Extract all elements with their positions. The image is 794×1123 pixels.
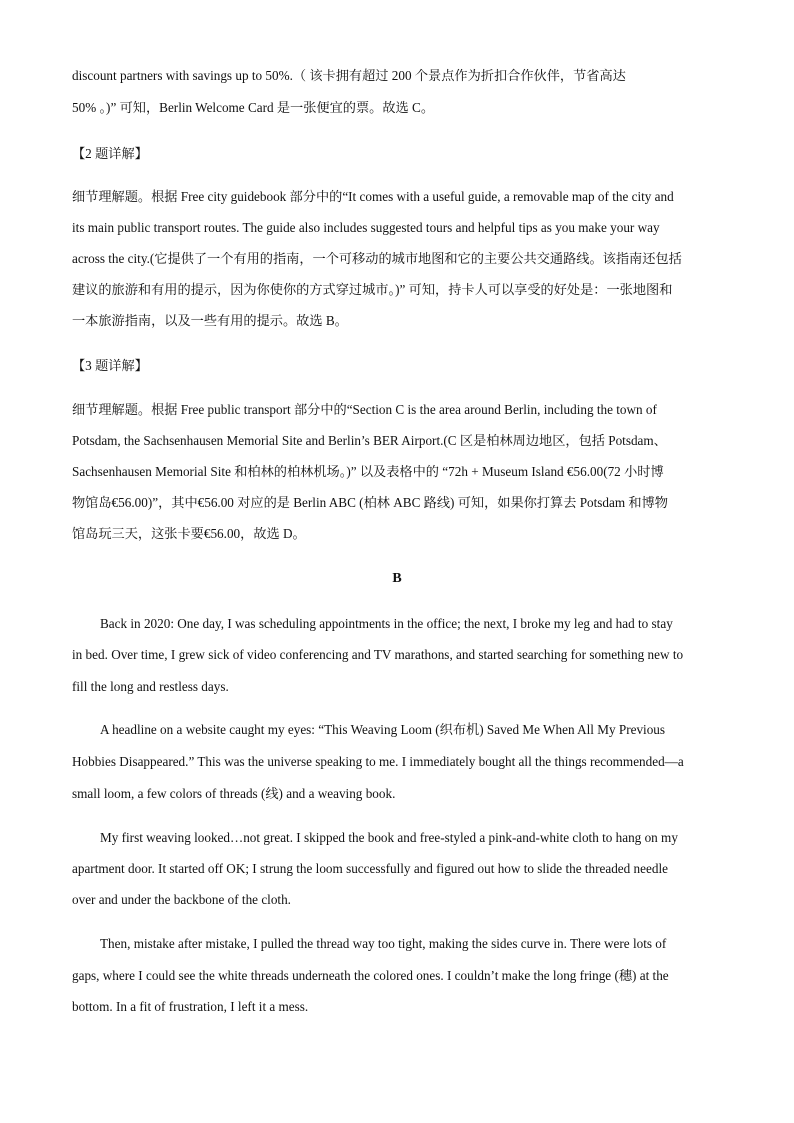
passage-p1-line-2: in bed. Over time, I grew sick of video conferencing and TV marathons, and started searching for something new to [72, 647, 684, 662]
passage-p4-line-2: gaps, where I could see the white threads underneath the colored ones. I couldn’t make the long fringe (穗) at the [72, 968, 669, 983]
passage-p3-line-1: My first weaving looked…not great. I skipped the book and free-styled a pink-and-white cloth to hang on my [100, 830, 678, 845]
section-b-label: B [392, 571, 402, 586]
q3-explanation-line-1: 细节理解题。根据 Free public transport 部分中的“Section C is the area around Berlin, including the town of [72, 402, 657, 417]
q1-explanation-line-1: discount partners with savings up to 50%.（ 该卡拥有超过 200 个景点作为折扣合作伙伴，节省高达 [72, 68, 626, 83]
q3-explanation-line-2: Potsdam, the Sachsenhausen Memorial Site and Berlin’s BER Airport.(C 区是柏林周边地区，包括 Potsdam、 [72, 433, 667, 448]
passage-p1-line-3: fill the long and restless days. [72, 679, 229, 694]
q3-explanation-line-5: 馆岛玩三天，这张卡要€56.00，故选 D。 [72, 526, 306, 541]
passage-p2-line-2: Hobbies Disappeared.” This was the universe speaking to me. I immediately bought all the things recommended—a [72, 754, 684, 769]
q3-explanation-line-4: 物馆岛€56.00)”，其中€56.00 对应的是 Berlin ABC (柏林 ABC 路线) 可知，如果你打算去 Potsdam 和博物 [72, 495, 668, 510]
q3-explanation-line-3: Sachsenhausen Memorial Site 和柏林的柏林机场。)” 以及表格中的 “72h + Museum Island €56.00(72 小时博 [72, 464, 664, 479]
q2-explanation-line-4: 建议的旅游和有用的提示，因为你使你的方式穿过城市。)” 可知，持卡人可以享受的好处是：一张地图和 [72, 282, 673, 297]
passage-p3-line-2: apartment door. It started off OK; I strung the loom successfully and figured out how to slide the threaded needle [72, 861, 668, 876]
q2-explanation-line-5: 一本旅游指南，以及一些有用的提示。故选 B。 [72, 313, 348, 328]
q3-heading: 【3 题详解】 [72, 358, 148, 373]
passage-p4-line-1: Then, mistake after mistake, I pulled the thread way too tight, making the sides curve in. There were lots of [100, 936, 667, 951]
passage-p1-line-1: Back in 2020: One day, I was scheduling appointments in the office; the next, I broke my leg and had to stay [100, 616, 673, 631]
q1-explanation-line-2: 50% 。)” 可知，Berlin Welcome Card 是一张便宜的票。故选 C。 [72, 100, 435, 115]
passage-p4-line-3: bottom. In a fit of frustration, I left it a mess. [72, 999, 309, 1014]
passage-p2-line-1: A headline on a website caught my eyes: “This Weaving Loom (织布机) Saved Me When All My Previous [100, 722, 666, 737]
q2-explanation-line-3: across the city.(它提供了一个有用的指南，一个可移动的城市地图和它的主要公共交通路线。该指南还包括 [72, 251, 682, 266]
passage-p3-line-3: over and under the backbone of the cloth. [72, 892, 291, 907]
q2-explanation-line-2: its main public transport routes. The guide also includes suggested tours and helpful tips as you make your way [72, 220, 660, 235]
q2-heading: 【2 题详解】 [72, 146, 148, 161]
passage-p2-line-3: small loom, a few colors of threads (线) and a weaving book. [72, 786, 396, 801]
q2-explanation-line-1: 细节理解题。根据 Free city guidebook 部分中的“It comes with a useful guide, a removable map of the city and [72, 189, 674, 204]
